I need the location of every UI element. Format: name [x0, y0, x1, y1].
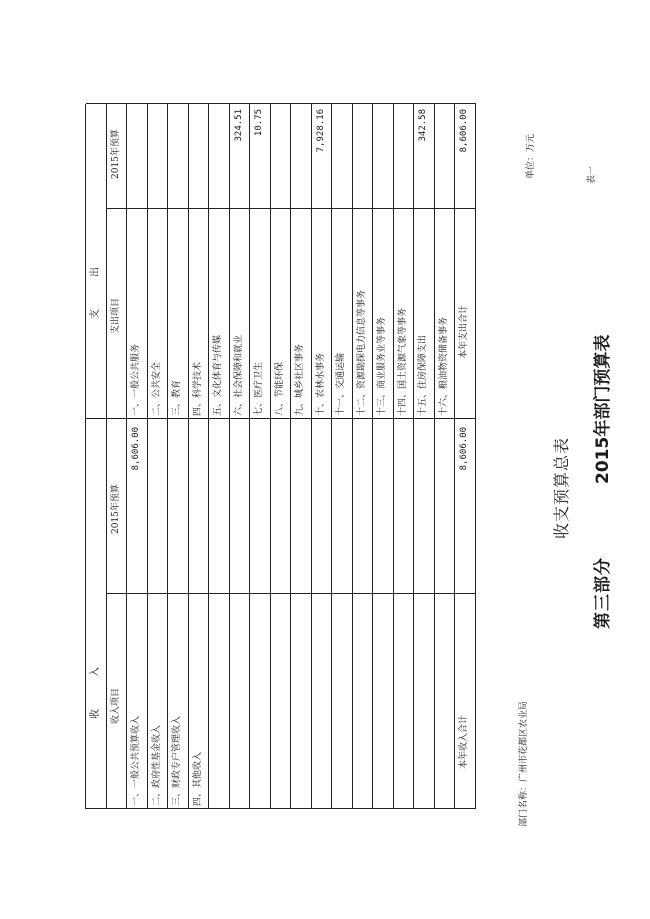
- table-rule: [86, 103, 476, 104]
- table-rule: [107, 593, 476, 594]
- expense-item: 十五、住房保障支出: [418, 334, 428, 416]
- expense-item: 十四、国土资源气象等事务: [397, 307, 408, 416]
- expense-item: 九、城乡社区事务: [295, 343, 305, 416]
- table-rule: [106, 104, 107, 809]
- table-rule: [126, 104, 127, 809]
- table-rule: [372, 104, 373, 809]
- income-header: 收 入: [90, 663, 101, 719]
- table-rule: [147, 104, 148, 809]
- table-rule: [270, 104, 271, 809]
- expense-value: 342.58: [418, 109, 428, 142]
- expense-value: 10.75: [254, 109, 264, 137]
- expense-item: 一、一般公共服务: [131, 343, 141, 416]
- table-rule: [434, 104, 435, 809]
- expense-item: 十一、交通运输: [336, 352, 346, 416]
- expense-value: 8,606.00: [459, 109, 469, 153]
- expense-item: 五、文化体育与传媒: [213, 334, 223, 416]
- unit-label: 单位：万元: [526, 133, 536, 179]
- income-item: 本年收入合计: [459, 714, 469, 769]
- budget-title: 2015年部门预算表: [593, 334, 613, 484]
- table-rule: [86, 808, 476, 809]
- table-rule: [86, 418, 476, 419]
- income-item: 二、政府性基金收入: [151, 724, 162, 806]
- table-rule: [85, 104, 86, 809]
- expense-item: 四、科学技术: [192, 361, 203, 416]
- income-item-column-header: 收入项目: [111, 687, 121, 724]
- income-value: 8,606.00: [459, 427, 469, 471]
- part-title: 第三部分: [593, 557, 613, 629]
- table-rule: [311, 104, 312, 809]
- expense-value: 324.51: [233, 109, 244, 142]
- expense-item: 十六、粮油物资储备事务: [438, 316, 449, 416]
- table-rule: [167, 104, 168, 809]
- table-rule: [331, 104, 332, 809]
- table-rule: [229, 104, 230, 809]
- expense-header: 支 出: [90, 263, 101, 319]
- table-rule: [249, 104, 250, 809]
- expense-item-column-header: 支出项目: [111, 297, 121, 334]
- income-item: 一、一般公共预算收入: [131, 715, 141, 806]
- expense-budget-column-header: 2015年预算: [111, 129, 121, 179]
- table-rule: [475, 104, 476, 809]
- expense-item: 六、社会保障和就业: [233, 334, 244, 416]
- income-item: 三、财政专户管理收入: [172, 715, 182, 806]
- expense-item: 十三、商业服务业等事务: [377, 316, 387, 416]
- table-rule: [188, 104, 189, 809]
- department-name: 部门名称：广州市花都区农业局: [519, 700, 529, 827]
- table-number: 表一: [587, 165, 597, 184]
- expense-value: 7,928.16: [315, 109, 326, 153]
- expense-item: 三、教育: [172, 379, 182, 416]
- expense-item: 本年支出合计: [459, 304, 469, 359]
- table-rule: [208, 104, 209, 809]
- expense-item: 十二、资源勘探电力信息等事务: [356, 289, 367, 416]
- income-item: 四、其他收入: [192, 751, 203, 806]
- table-rule: [107, 208, 476, 209]
- expense-item: 十、农林水事务: [315, 352, 326, 416]
- summary-title: 收支预算总表: [552, 436, 571, 539]
- income-value: 8,606.00: [131, 427, 141, 471]
- expense-item: 七、医疗卫生: [254, 361, 264, 416]
- table-rule: [352, 104, 353, 809]
- table-rule: [454, 104, 455, 809]
- table-rule: [393, 104, 394, 809]
- table-rule: [290, 104, 291, 809]
- expense-item: 二、公共安全: [151, 361, 162, 416]
- expense-item: 八、节能环保: [274, 361, 285, 416]
- table-rule: [413, 104, 414, 809]
- income-budget-column-header: 2015年预算: [111, 484, 121, 534]
